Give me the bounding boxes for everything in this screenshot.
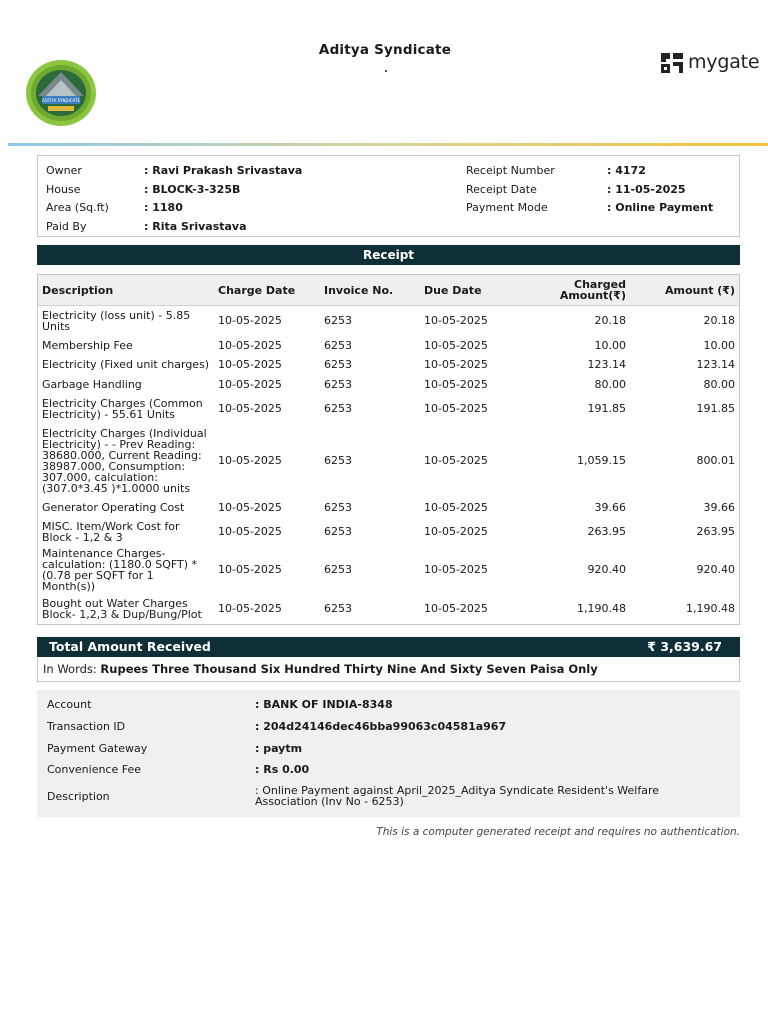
row-description: Electricity (loss unit) - 5.85 Units — [42, 308, 191, 333]
row-due-date: 10-05-2025 — [424, 563, 488, 576]
row-due-date: 10-05-2025 — [424, 454, 488, 467]
row-charge-date: 10-05-2025 — [218, 402, 282, 415]
table-row — [38, 546, 739, 594]
total-amount: ₹ 3,639.67 — [647, 639, 722, 654]
row-charged-amount: 123.14 — [587, 358, 626, 371]
header-dot — [385, 70, 387, 72]
row-due-date: 10-05-2025 — [424, 525, 488, 538]
row-invoice-no: 6253 — [324, 338, 352, 352]
row-amount: 263.95 — [696, 525, 735, 538]
header-divider — [8, 143, 768, 146]
row-due-date: 10-05-2025 — [424, 501, 488, 514]
col-invoice-no: Invoice No. — [324, 283, 394, 297]
logo-text: ADITYA SYNDICATE — [41, 98, 81, 103]
table-row — [38, 518, 739, 546]
row-amount: 123.14 — [696, 358, 735, 371]
table-row — [38, 594, 739, 624]
row-amount: 1,190.48 — [686, 602, 735, 615]
convenience-fee-label: Convenience Fee — [47, 763, 141, 776]
row-description: Generator Operating Cost — [42, 501, 185, 514]
row-due-date: 10-05-2025 — [424, 377, 488, 391]
payment-gateway-value: : paytm — [255, 742, 303, 755]
paid-by-value: : Rita Srivastava — [144, 220, 247, 233]
table-row — [38, 498, 739, 518]
row-invoice-no: 6253 — [324, 402, 352, 415]
total-label: Total Amount Received — [49, 639, 211, 654]
row-amount: 39.66 — [703, 501, 735, 514]
row-charge-date: 10-05-2025 — [218, 338, 282, 352]
row-charged-amount: 80.00 — [594, 377, 626, 391]
table-row — [38, 375, 739, 394]
receipt-date-value: : 11-05-2025 — [607, 183, 686, 196]
charges-table — [37, 274, 740, 625]
row-amount: 80.00 — [703, 377, 735, 391]
row-description: Electricity (Fixed unit charges) — [42, 358, 210, 371]
receipt-number-label: Receipt Number — [466, 164, 555, 177]
receipt-banner: Receipt — [37, 245, 740, 265]
row-description: Electricity Charges (Common Electricity) - 55.61 Units — [42, 396, 203, 421]
header — [0, 0, 768, 145]
col-amount: Amount (₹) — [665, 283, 735, 297]
row-charged-amount: 20.18 — [594, 314, 626, 328]
row-charged-amount: 263.95 — [587, 525, 626, 538]
table-row — [38, 336, 739, 355]
row-description: Electricity Charges (Individual Electricity) - - Prev Reading: 38680.000, Current Reading: 38987.000, Consumption: 307.000, calculation: (307.0*3.45 )*1.0000 units — [42, 426, 207, 495]
col-due-date: Due Date — [424, 283, 482, 297]
area-value: : 1180 — [144, 201, 183, 214]
row-charged-amount: 10.00 — [594, 338, 626, 352]
row-charge-date: 10-05-2025 — [218, 563, 282, 576]
house-label: House — [46, 183, 81, 196]
row-charge-date: 10-05-2025 — [218, 501, 282, 514]
row-description: Maintenance Charges-calculation: (1180.0 SQFT) * (0.78 per SQFT for 1 Month(s)) — [42, 546, 197, 593]
words-value: Rupees Three Thousand Six Hundred Thirty Nine And Sixty Seven Paisa Only — [100, 662, 598, 676]
words-label: In Words: — [43, 662, 97, 676]
row-invoice-no: 6253 — [324, 358, 352, 371]
row-amount: 20.18 — [703, 314, 735, 328]
row-description: Garbage Handling — [42, 377, 142, 391]
society-logo-icon — [24, 58, 98, 128]
row-amount: 10.00 — [703, 338, 735, 352]
transaction-id-value: : 204d24146dec46bba99063c04581a967 — [255, 720, 507, 733]
row-invoice-no: 6253 — [324, 501, 352, 514]
transaction-id-label: Transaction ID — [47, 720, 126, 733]
receipt-number-value: : 4172 — [607, 164, 646, 177]
row-charge-date: 10-05-2025 — [218, 358, 282, 371]
row-invoice-no: 6253 — [324, 314, 352, 328]
row-due-date: 10-05-2025 — [424, 338, 488, 352]
row-description: MISC. Item/Work Cost for Block - 1,2 & 3 — [42, 519, 180, 544]
receipt-date-label: Receipt Date — [466, 183, 537, 196]
table-row — [38, 355, 739, 375]
table-row — [38, 306, 739, 336]
row-charge-date: 10-05-2025 — [218, 602, 282, 615]
row-invoice-no: 6253 — [324, 525, 352, 538]
paid-by-label: Paid By — [46, 220, 87, 233]
row-charged-amount: 39.66 — [594, 501, 626, 514]
row-due-date: 10-05-2025 — [424, 602, 488, 615]
row-invoice-no: 6253 — [324, 454, 352, 467]
row-amount: 920.40 — [696, 563, 735, 576]
payment-mode-label: Payment Mode — [466, 201, 548, 214]
owner-info-box — [37, 155, 740, 237]
row-invoice-no: 6253 — [324, 602, 352, 615]
footnote: This is a computer generated receipt and requires no authentication. — [376, 826, 740, 838]
owner-value: : Ravi Prakash Srivastava — [144, 164, 303, 177]
row-invoice-no: 6253 — [324, 563, 352, 576]
table-row — [38, 424, 739, 498]
row-charged-amount: 1,059.15 — [577, 454, 626, 467]
row-due-date: 10-05-2025 — [424, 402, 488, 415]
description-label: Description — [47, 790, 110, 803]
table-row — [38, 394, 739, 424]
mygate-logo-icon — [660, 50, 684, 74]
row-due-date: 10-05-2025 — [424, 358, 488, 371]
row-charge-date: 10-05-2025 — [218, 454, 282, 467]
account-label: Account — [47, 698, 92, 711]
row-charge-date: 10-05-2025 — [218, 525, 282, 538]
row-amount: 800.01 — [696, 454, 735, 467]
row-charged-amount: 1,190.48 — [577, 602, 626, 615]
row-due-date: 10-05-2025 — [424, 314, 488, 328]
convenience-fee-value: : Rs 0.00 — [255, 763, 310, 776]
row-charged-amount: 191.85 — [587, 402, 626, 415]
payment-gateway-label: Payment Gateway — [47, 742, 148, 755]
page-title: Aditya Syndicate — [318, 42, 452, 58]
mygate-brand — [660, 50, 759, 74]
row-description: Membership Fee — [42, 338, 133, 352]
row-invoice-no: 6253 — [324, 377, 352, 391]
row-charged-amount: 920.40 — [587, 563, 626, 576]
mygate-brand-text: mygate — [688, 51, 760, 73]
payment-details-box — [37, 690, 740, 817]
row-charge-date: 10-05-2025 — [218, 377, 282, 391]
house-value: : BLOCK-3-325B — [144, 183, 241, 196]
col-charged-amount: Charged Amount(₹) — [559, 278, 626, 302]
account-value: : BANK OF INDIA-8348 — [255, 698, 393, 711]
total-bar — [37, 637, 740, 657]
row-charge-date: 10-05-2025 — [218, 314, 282, 328]
area-label: Area (Sq.ft) — [46, 201, 109, 214]
col-charge-date: Charge Date — [218, 283, 296, 297]
row-description: Bought out Water Charges Block- 1,2,3 & Dup/Bung/Plot — [42, 596, 202, 621]
amount-in-words — [37, 658, 740, 682]
row-amount: 191.85 — [696, 402, 735, 415]
table-header-row — [38, 275, 739, 306]
owner-label: Owner — [46, 164, 82, 177]
payment-mode-value: : Online Payment — [607, 201, 714, 214]
col-description: Description — [42, 283, 114, 297]
description-value: : Online Payment against April_2025_Aditya Syndicate Resident's Welfare Association (Inv No - 6253) — [255, 784, 660, 808]
